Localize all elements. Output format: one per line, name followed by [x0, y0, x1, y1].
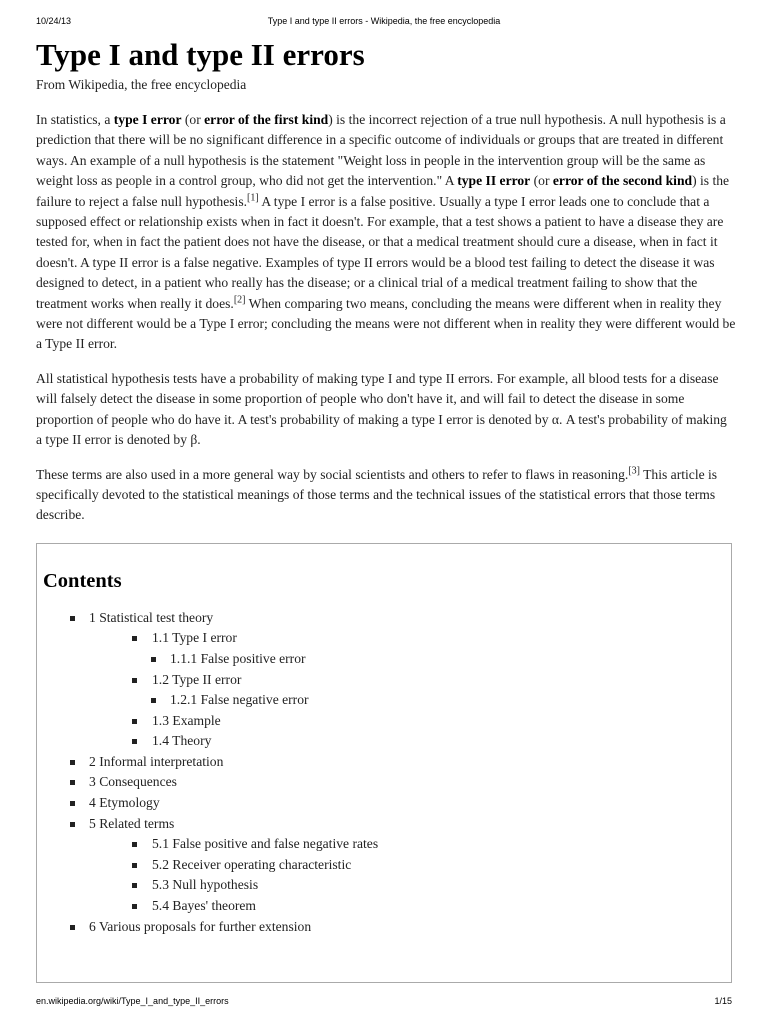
bullet-icon	[70, 760, 75, 765]
toc-item[interactable]	[43, 855, 731, 876]
print-url: en.wikipedia.org/wiki/Type_I_and_type_II_errors	[36, 996, 229, 1006]
bullet-icon	[132, 842, 137, 847]
toc-item-label[interactable]: 2 Informal interpretation	[89, 753, 224, 769]
bullet-icon	[70, 616, 75, 621]
toc-item-label[interactable]: 3 Consequences	[89, 774, 177, 790]
intro-paragraph-1	[36, 110, 736, 355]
bullet-icon	[132, 678, 137, 683]
toc-item[interactable]	[43, 834, 731, 855]
paragraph-text: In statistics, a	[36, 112, 114, 127]
bullet-icon	[151, 698, 156, 703]
toc-item-label[interactable]: 5.1 False positive and false negative rates	[152, 836, 379, 852]
bullet-icon	[132, 883, 137, 888]
toc-item[interactable]	[43, 608, 731, 629]
bullet-icon	[132, 904, 137, 909]
bullet-icon	[151, 657, 156, 662]
print-page-number: 1/15	[714, 996, 732, 1006]
paragraph-text: (or	[530, 173, 553, 189]
bullet-icon	[70, 822, 75, 827]
bold-term: type II error	[457, 173, 531, 189]
toc-item[interactable]	[43, 628, 731, 649]
bullet-icon	[132, 719, 137, 724]
toc-item-label[interactable]: 1.2.1 False negative error	[170, 692, 309, 708]
print-date: 10/24/13	[36, 16, 72, 26]
bold-term: error of the second kind	[552, 173, 693, 189]
toc-item-label[interactable]: 5 Related terms	[89, 815, 175, 831]
citation-link[interactable]: [1]	[247, 192, 259, 204]
toc-item[interactable]	[43, 875, 731, 896]
toc-item-label[interactable]: 6 Various proposals for further extension	[89, 918, 312, 934]
bold-term: type I error	[113, 112, 182, 127]
paragraph-text: ) is the incorrect rejection of a true null hypothesis. A null hypothesis is a prediction that there will be no significant difference in a specific outcome of individuals or groups that are treated in different ways. An example of a null hypothesis is the statement "Weight loss in people in the intervention group will be the same as weight loss as people in a control group, who did not get the intervention." A	[36, 112, 726, 189]
print-footer	[36, 996, 732, 1010]
toc-item[interactable]	[43, 793, 731, 814]
toc-item[interactable]	[43, 670, 731, 691]
toc-item-label[interactable]: 1 Statistical test theory	[89, 609, 214, 625]
paragraph-text: All statistical hypothesis tests have a probability of making type I and type II errors. For example, all blood tests for a disease will falsely detect the disease in some proportion of people who don't have it, and will fail to detect the disease in some proportion of people who do have it. A test's probability of making a type I error is denoted by α. A test's probability of making a type II error is denoted by β.	[36, 370, 727, 448]
toc-item[interactable]	[43, 772, 731, 793]
toc-item[interactable]	[43, 896, 731, 917]
citation-link[interactable]: [3]	[628, 464, 640, 476]
print-header	[36, 16, 732, 30]
toc-item[interactable]	[43, 649, 731, 670]
intro-paragraph-3	[36, 465, 736, 526]
bullet-icon	[132, 636, 137, 641]
bullet-icon	[70, 925, 75, 930]
toc-item-label[interactable]: 1.2 Type II error	[152, 671, 242, 687]
paragraph-text: This article is specifically devoted to the statistical meanings of those terms and the technical issues of the statistical errors that those terms describe.	[36, 466, 718, 523]
toc-item[interactable]	[43, 917, 731, 938]
toc-heading: Contents	[43, 569, 122, 592]
bullet-icon	[70, 801, 75, 806]
intro-paragraph-2	[36, 369, 736, 451]
article-content	[36, 36, 736, 983]
bullet-icon	[70, 780, 75, 785]
page-subtitle: From Wikipedia, the free encyclopedia	[36, 77, 247, 92]
toc-item-label[interactable]: 4 Etymology	[89, 795, 160, 811]
citation-link[interactable]: [2]	[233, 294, 246, 306]
toc-item-label[interactable]: 1.1.1 False positive error	[170, 650, 306, 666]
toc-item[interactable]	[43, 814, 731, 835]
paragraph-text: These terms are also used in a more general way by social scientists and others to refer to flaws in reasoning.	[36, 466, 629, 482]
table-of-contents	[36, 543, 732, 983]
paragraph-text: (or	[181, 112, 205, 127]
bullet-icon	[132, 863, 137, 868]
toc-item[interactable]	[43, 731, 731, 752]
toc-item-label[interactable]: 1.4 Theory	[152, 733, 212, 749]
toc-item[interactable]	[43, 711, 731, 732]
paragraph-text: ) is the failure to reject a false null hypothesis.	[36, 173, 730, 209]
bullet-icon	[132, 739, 137, 744]
paragraph-text: A type I error is a false positive. Usually a type I error leads one to conclude that a supposed effect or relationship exists when in fact it doesn't. For example, that a test shows a patient to have a disease they are tested for, when in fact the patient does not have the disease, or that a medical treatment should cure a disease, when in fact it doesn't. A type II error is a false negative. Examples of type II errors would be a blood test failing to detect the disease it was designed to detect, in a patient who really has the disease; or a clinical trial of a medical treatment failing to show that the treatment works when really it does.	[36, 193, 724, 311]
page-title: Type I and type II errors	[36, 37, 365, 72]
toc-item[interactable]	[43, 690, 731, 711]
toc-item[interactable]	[43, 752, 731, 773]
toc-item-label[interactable]: 5.2 Receiver operating characteristic	[152, 856, 352, 872]
paragraph-text: When comparing two means, concluding the means were different when in reality they were not different would be a Type I error; concluding the means were not different when in reality they were different would be a Type II error.	[36, 295, 736, 352]
toc-item-label[interactable]: 5.4 Bayes' theorem	[152, 898, 256, 914]
toc-list	[43, 608, 731, 938]
toc-item-label[interactable]: 1.1 Type I error	[152, 630, 237, 646]
print-page-title: Type I and type II errors - Wikipedia, the free encyclopedia	[267, 16, 501, 26]
bold-term: error of the first kind	[204, 112, 329, 127]
toc-item-label[interactable]: 5.3 Null hypothesis	[152, 877, 259, 893]
toc-item-label[interactable]: 1.3 Example	[152, 712, 221, 728]
